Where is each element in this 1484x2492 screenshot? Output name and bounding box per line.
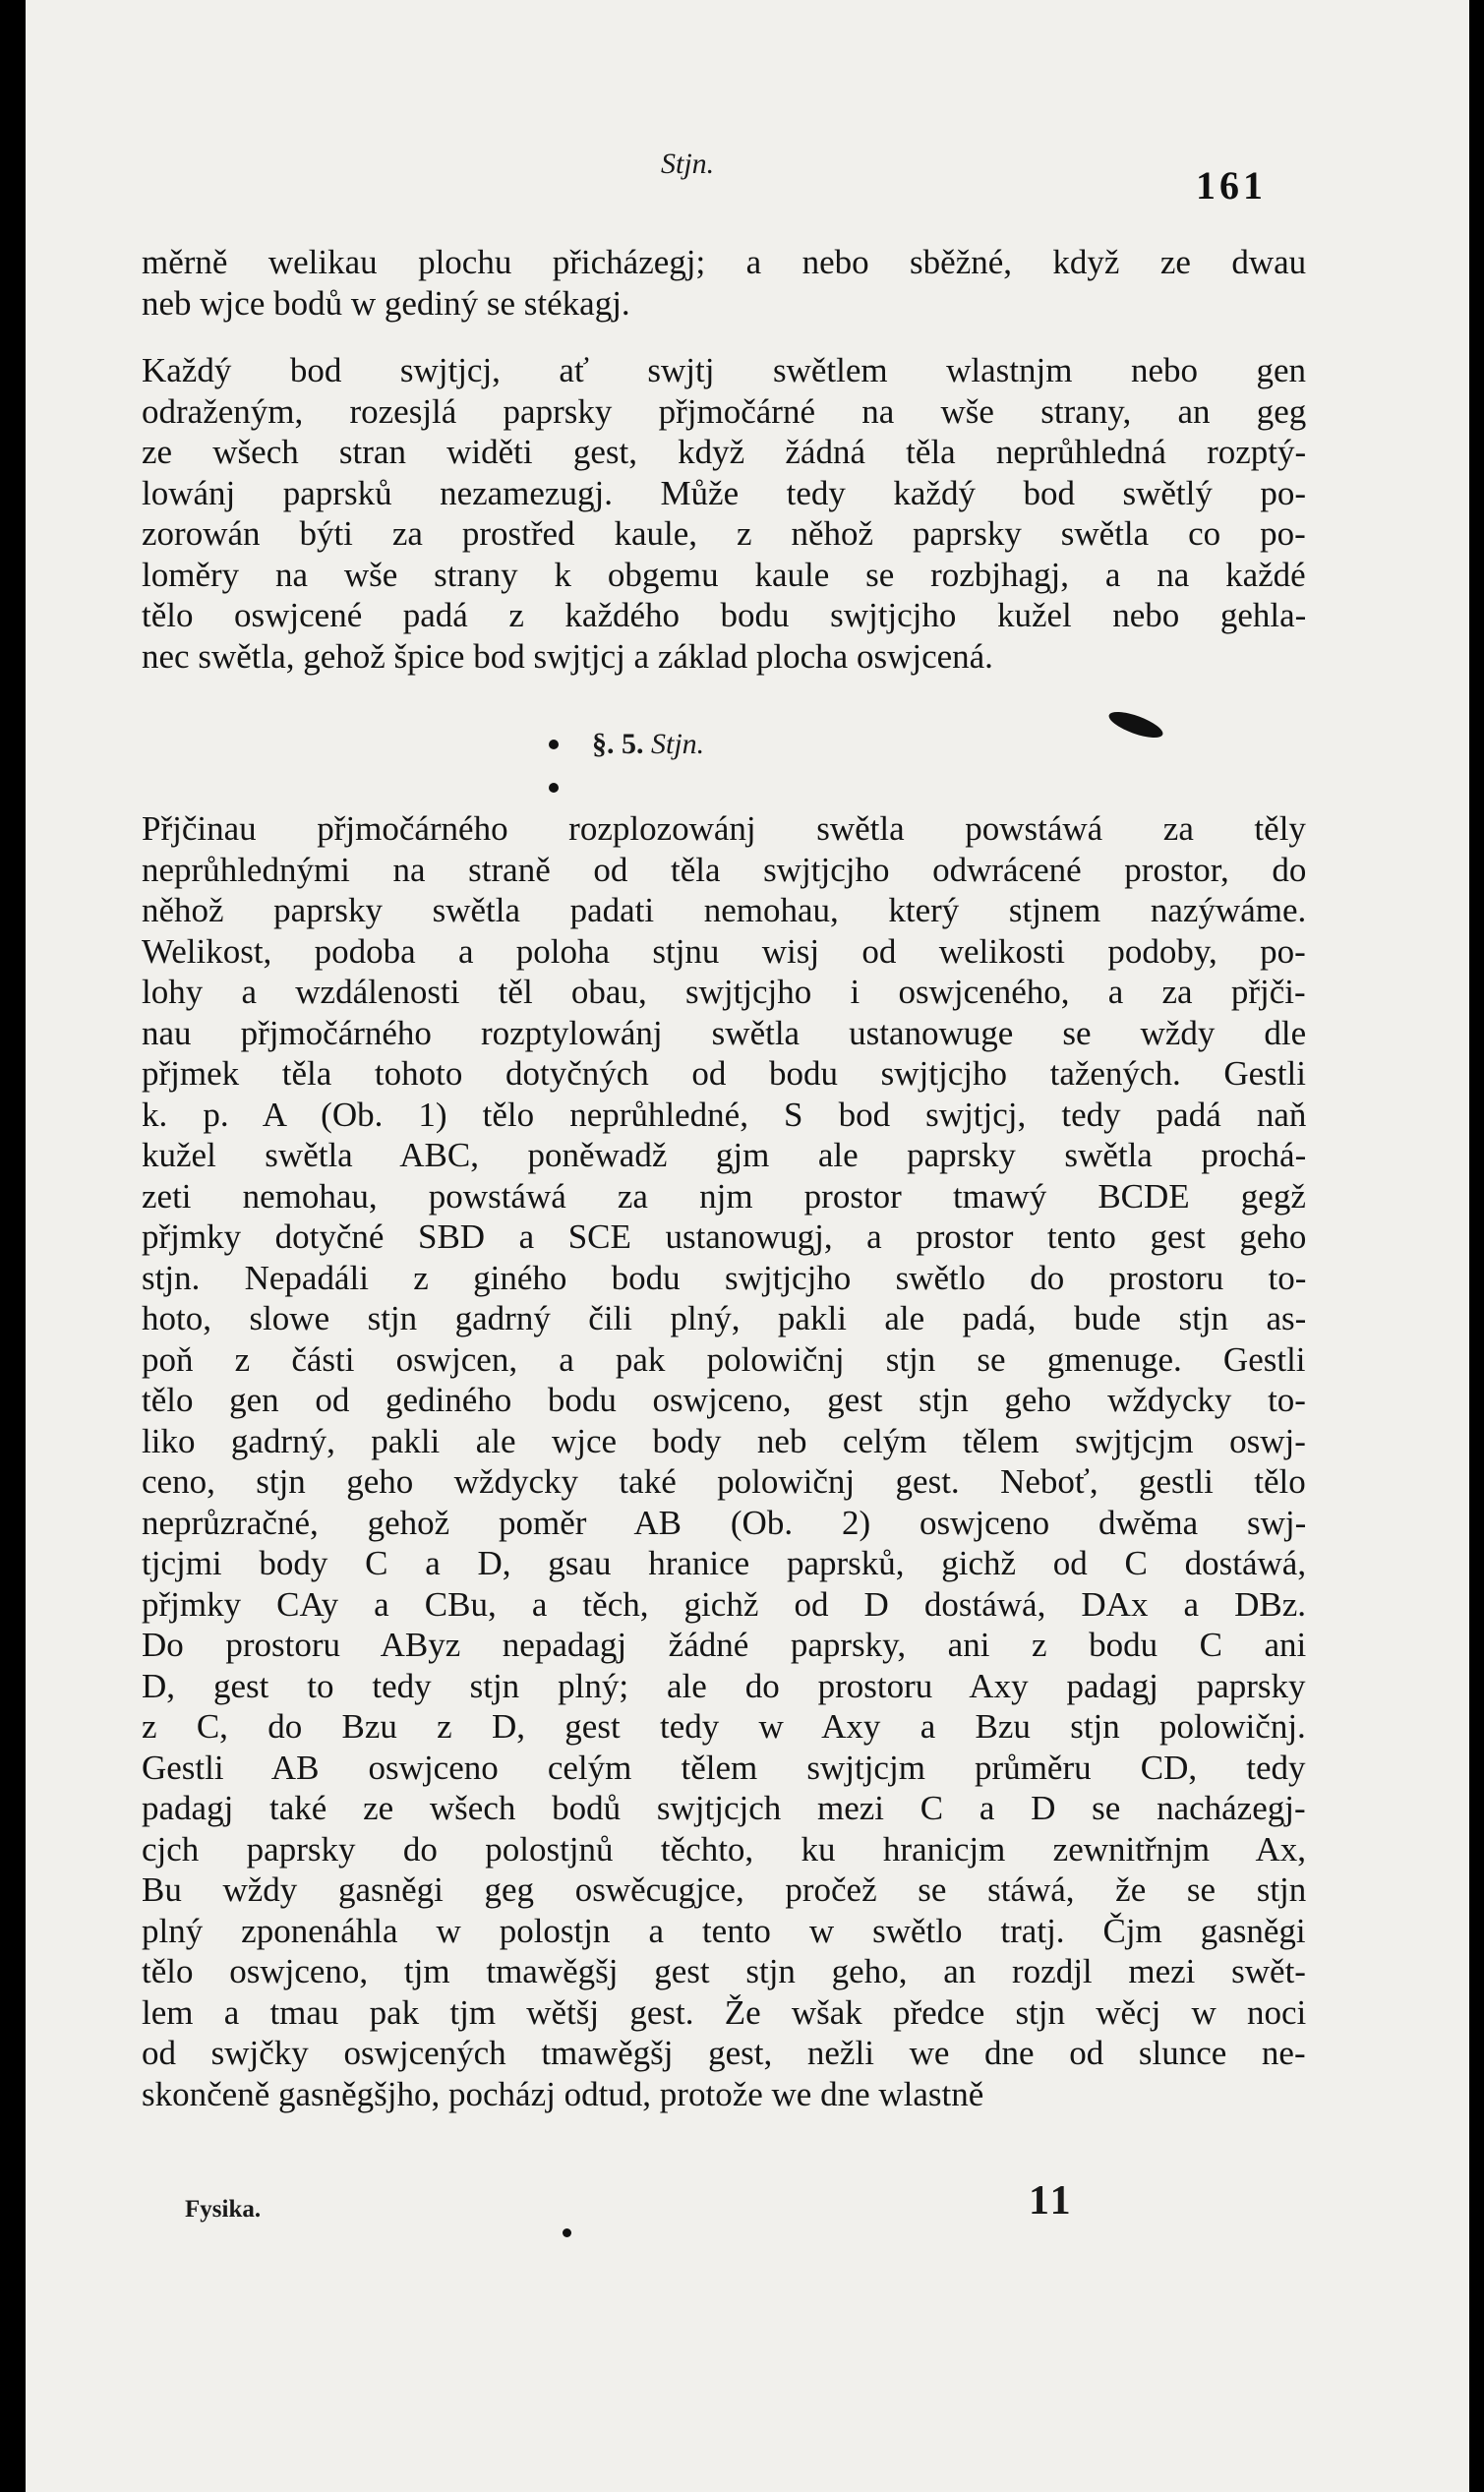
text-line: lem a tmau pak tjm wětšj gest. Že wšak předce stjn wěcj w noci	[142, 1992, 1306, 2032]
text-line: Do prostoru AByz nepadagj žádné paprsky, ani z bodu C ani	[142, 1626, 1306, 1664]
text-line: plný zponenáhla w polostjn a tento w swětlo tratj. Čjm gasněgi	[142, 1911, 1306, 1950]
text-line: tělo gen od gediného bodu oswjceno, gest stjn geho wždycky to-	[142, 1381, 1306, 1419]
text-line: měrně welikau plochu přicházegj; a nebo sběžné, když ze dwau	[142, 243, 1306, 281]
text-line: Každý bod swjtjcj, ať swjtj swětlem wlastnjm nebo gen	[142, 351, 1306, 389]
paragraph-light-point	[142, 350, 1306, 677]
text-line: liko gadrný, pakli ale wjce body neb celým tělem swjtjcjm oswj-	[142, 1421, 1306, 1460]
text-line: zorowán býti za prostřed kaule, z něhož paprsky swětla co po-	[142, 514, 1306, 553]
running-title: Stjn.	[661, 148, 715, 180]
footer-signature-mark: 11	[1029, 2178, 1074, 2224]
text-line: hoto, slowe stjn gadrný čili plný, pakli ale padá, bude stjn as-	[142, 1299, 1306, 1337]
footer-collection-label: Fysika.	[185, 2196, 262, 2223]
text-line: cjch paprsky do polostjnů těchto, ku hranicjm zewnitřnjm Ax,	[142, 1829, 1306, 1869]
text-line: k. p. A (Ob. 1) tělo neprůhledné, S bod swjtjcj, tedy padá naň	[142, 1095, 1306, 1134]
text-line: zeti nemohau, powstáwá za njm prostor tmawý BCDE gegž	[142, 1176, 1306, 1216]
text-line: z C, do Bzu z D, gest tedy w Axy a Bzu stjn polowičnj.	[142, 1707, 1306, 1746]
ink-dot	[549, 783, 559, 793]
text-line: Welikost, podoba a poloha stjnu wisj od welikosti podoby, po-	[142, 931, 1306, 971]
text-line: přjmky dotyčné SBD a SCE ustanowugj, a prostor tento gest geho	[142, 1217, 1306, 1256]
text-line: lohy a wzdálenosti těl obau, swjtjcjho i oswjceného, a za přjči-	[142, 973, 1306, 1011]
text-line: neprůhlednými na straně od těla swjtjcjho odwrácené prostor, do	[142, 850, 1306, 889]
ink-dot	[549, 740, 559, 749]
text-line: ceno, stjn geho wždycky také polowičnj gest. Neboť, gestli tělo	[142, 1462, 1306, 1501]
text-line: tělo oswjceno, tjm tmawěgšj gest stjn geho, an rozdjl mezi swět-	[142, 1952, 1306, 1990]
text-line: Bu wždy gasněgi geg oswěcugjce, pročež se stáwá, že se stjn	[142, 1870, 1306, 1909]
text-line: nau přjmočárného rozptylowánj swětla ustanowuge se wždy dle	[142, 1013, 1306, 1052]
text-line: přjmky CAy a CBu, a těch, gichž od D dostáwá, DAx a DBz.	[142, 1584, 1306, 1624]
text-line: tjcjmi body C a D, gsau hranice paprsků, gichž od C dostáwá,	[142, 1544, 1306, 1582]
text-line: stjn. Nepadáli z giného bodu swjtjcjho swětlo do prostoru to-	[142, 1258, 1306, 1297]
book-page	[26, 0, 1469, 2492]
ink-dot	[563, 2228, 571, 2237]
section-number: §. 5.	[592, 728, 644, 760]
section-title: Stjn.	[651, 728, 705, 760]
paragraph-shadow	[142, 808, 1306, 2114]
text-line: D, gest to tedy stjn plný; ale do prostoru Axy padagj paprsky	[142, 1666, 1306, 1705]
text-line: lowánj paprsků nezamezugj. Může tedy každý bod swětlý po-	[142, 473, 1306, 512]
text-line: neb wjce bodů w gediný se stékagj.	[142, 283, 630, 323]
section-heading	[592, 728, 704, 761]
text-line: něhož paprsky swětla padati nemohau, který stjnem nazýwáme.	[142, 891, 1306, 929]
text-line: poň z části oswjcen, a pak polowičnj stjn se gmenuge. Gestli	[142, 1339, 1306, 1379]
text-line: Přjčinau přjmočárného rozplozowánj swětla powstáwá za těly	[142, 809, 1306, 848]
text-line: skončeně gasněgšjho, pocházj odtud, protože we dne wlastně	[142, 2074, 984, 2113]
text-line: padagj také ze wšech bodů swjtjcjch mezi C a D se nacházegj-	[142, 1789, 1306, 1827]
text-line: kužel swětla ABC, poněwadž gjm ale paprsky swětla prochá-	[142, 1136, 1306, 1174]
text-line: neprůzračné, gehož poměr AB (Ob. 2) oswjceno dwěma swj-	[142, 1503, 1306, 1542]
ink-blot	[1106, 707, 1166, 743]
text-line: Gestli AB oswjceno celým tělem swjtjcjm průměru CD, tedy	[142, 1748, 1306, 1787]
text-line: odraženým, rozesjlá paprsky přjmočárné na wše strany, an geg	[142, 391, 1306, 431]
page-number: 161	[1196, 163, 1267, 208]
text-line: ze wšech stran widěti gest, když žádná těla neprůhledná rozptý-	[142, 433, 1306, 471]
text-line: přjmek těla tohoto dotyčných od bodu swjtjcjho tažených. Gestli	[142, 1054, 1306, 1093]
text-line: tělo oswjcené padá z každého bodu swjtjcjho kužel nebo gehla-	[142, 596, 1306, 634]
text-line: od swjčky oswjcených tmawěgšj gest, nežli we dne od slunce ne-	[142, 2034, 1306, 2072]
text-line: nec swětla, gehož špice bod swjtjcj a základ plocha oswjcená.	[142, 636, 993, 676]
paragraph-continuation	[142, 242, 1306, 324]
text-line: loměry na wše strany k obgemu kaule se rozbjhagj, a na každé	[142, 555, 1306, 594]
